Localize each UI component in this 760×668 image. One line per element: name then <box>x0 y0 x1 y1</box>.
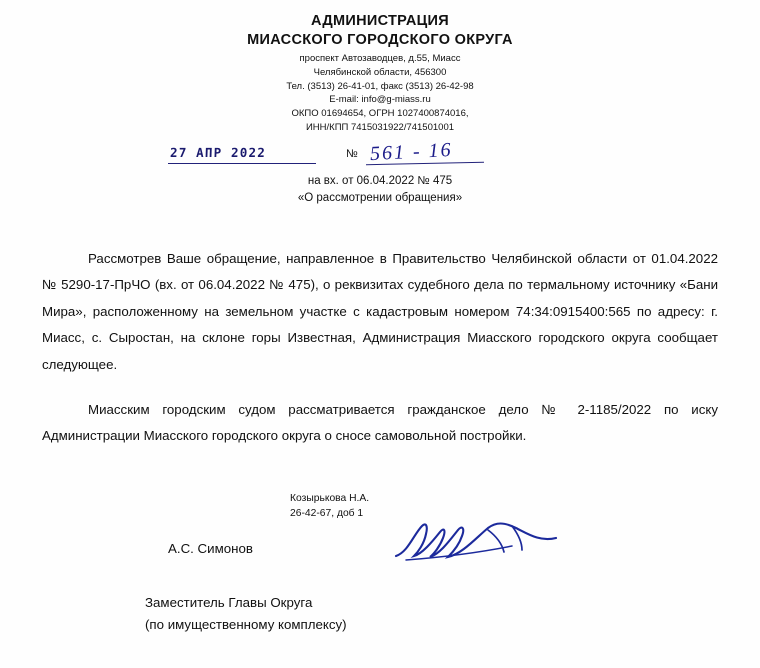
document-subject: «О рассмотрении обращения» <box>297 191 463 204</box>
executor-note <box>290 492 369 522</box>
letterhead <box>0 0 760 135</box>
incoming-reference: на вх. от 06.04.2022 № 475 <box>307 174 453 187</box>
signer-title-line-1: Заместитель Главы Округа <box>145 595 313 610</box>
document-body <box>42 246 718 450</box>
letterhead-contact-block <box>0 52 760 135</box>
executor-name: Козырькова Н.А. <box>290 493 370 504</box>
organization-name-line-1: АДМИНИСТРАЦИЯ <box>311 13 449 29</box>
date-underline <box>168 163 316 164</box>
signer-name: А.С. Симонов <box>168 541 253 556</box>
executor-phone: 26-42-67, доб 1 <box>290 507 364 519</box>
letterhead-email: E-mail: info@g-miass.ru <box>329 94 431 106</box>
body-paragraph-2: Миасским городским судом рассматривается гражданское дело № 2-1185/2022 по иску Администрации Миасского городского округа о сносе самовольной постройки. <box>42 401 718 444</box>
handwritten-signature <box>392 512 562 574</box>
number-handwritten: 561 - 16 <box>369 138 454 165</box>
letterhead-inn-kpp: ИНН/КПП 7415031922/741501001 <box>305 121 455 133</box>
organization-name <box>0 12 760 49</box>
organization-name-line-2: МИАССКОГО ГОРОДСКОГО ОКРУГА <box>247 31 513 48</box>
letterhead-address: проспект Автозаводцев, д.55, Миасс <box>299 53 461 65</box>
number-label: № <box>346 147 358 160</box>
body-paragraph-1: Рассмотрев Ваше обращение, направленное в Правительство Челябинской области от 01.04.2022 № 5290-17-ПрЧО (вх. от 06.04.2022 № 475), о реквизитах судебного дела по термальному источнику «Бани Мира», расположенному на земельном участке с кадастровым номером 74:34:0915400:565 по адресу: г. Миасс, с. Сыростан, на склоне горы Известная, Администрация Миасского городского округа сообщает следующее. <box>42 250 718 373</box>
letterhead-codes: ОКПО 01694654, ОГРН 1027400874016, <box>291 108 469 120</box>
letterhead-region: Челябинской области, 456300 <box>313 66 447 78</box>
registration-block <box>169 138 590 171</box>
signer-title-line-2: (по имущественному комплексу) <box>145 616 347 632</box>
signer-title <box>145 592 347 636</box>
date-stamp: 27 АПР 2022 <box>169 144 267 160</box>
letterhead-phone: Тел. (3513) 26-41-01, факс (3513) 26-42-98 <box>286 80 474 92</box>
